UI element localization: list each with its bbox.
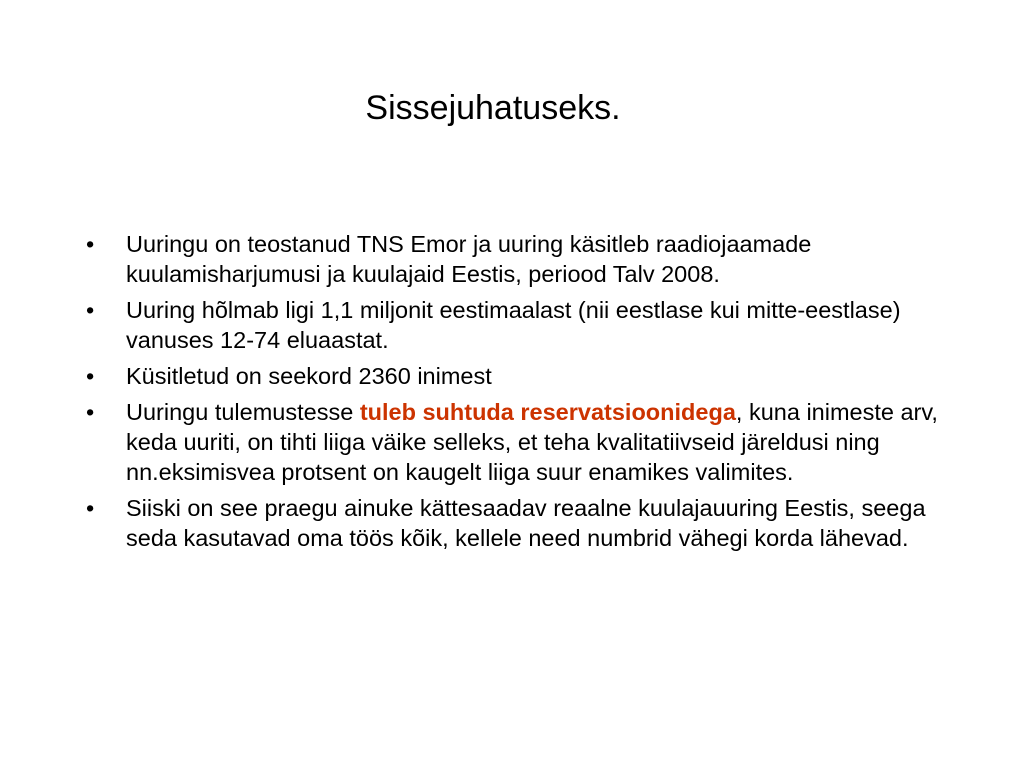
bullet-list (86, 229, 946, 559)
bullet-item (86, 493, 946, 553)
bullet-text-after: , kuna inimeste arv, keda uuriti, on tihti liiga väike selleks, et teha kvalitatiivseid järeldusi ning nn.eksimisvea protsent on kaugelt liiga suur enamikes valimites. (126, 399, 938, 485)
bullet-item (86, 295, 946, 355)
bullet-text: Siiski on see praegu ainuke kättesaadav reaalne kuulajauuring Eestis, seega seda kasutavad oma töös kõik, kellele need numbrid vähegi korda lähevad. (126, 495, 926, 551)
bullet-icon: • (86, 231, 95, 257)
bullet-text-before: Uuringu tulemustesse (126, 399, 360, 425)
bullet-icon: • (86, 363, 95, 389)
highlighted-text: tuleb suhtuda reservatsioonidega (359, 399, 736, 425)
bullet-item (86, 397, 946, 487)
bullet-text (126, 399, 938, 485)
bullet-icon: • (86, 495, 95, 521)
bullet-text: Uuringu on teostanud TNS Emor ja uuring käsitleb raadiojaamade kuulamisharjumusi ja kuulajaid Eestis, periood Talv 2008. (126, 231, 812, 287)
bullet-icon: • (86, 399, 95, 425)
bullet-text: Uuring hõlmab ligi 1,1 miljonit eestimaalast (nii eestlase kui mitte-eestlase) vanuses 12-74 eluaastat. (126, 297, 901, 353)
bullet-text: Küsitletud on seekord 2360 inimest (126, 363, 492, 389)
bullet-item (86, 229, 946, 289)
bullet-icon: • (86, 297, 95, 323)
slide-title: Sissejuhatuseks. (365, 89, 621, 127)
bullet-item (86, 361, 946, 391)
